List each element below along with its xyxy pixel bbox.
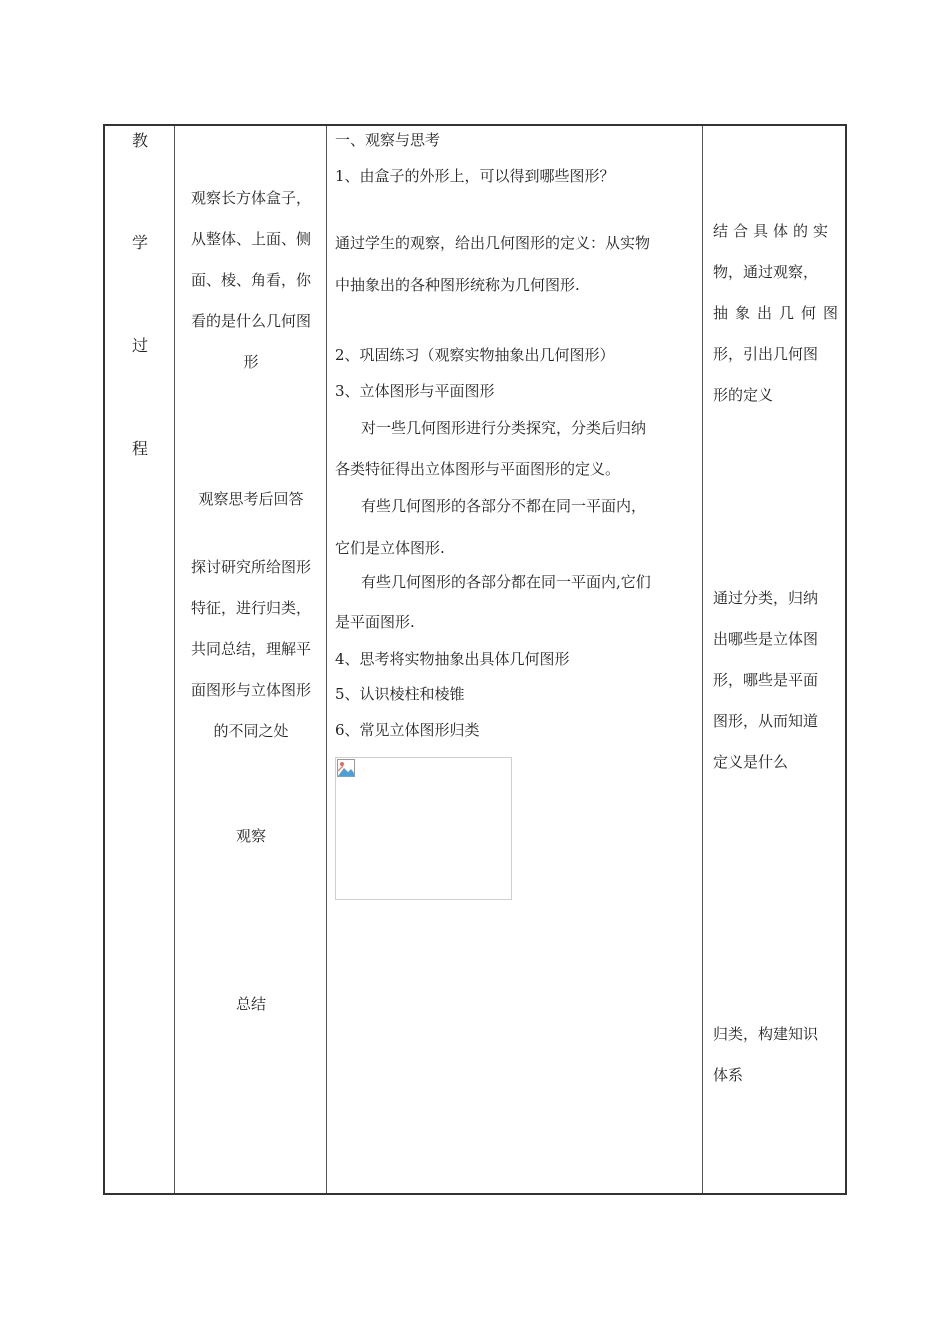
question-4: 4、思考将实物抽象出具体几何图形 — [335, 650, 570, 668]
stage-column — [105, 126, 175, 1193]
broken-image-icon — [337, 759, 355, 777]
teaching-content-column — [327, 126, 703, 1193]
student-activity-column — [175, 126, 327, 1193]
paragraph-1-line-1: 对一些几何图形进行分类探究，分类后归纳 — [361, 419, 647, 437]
observe-text: 观察 — [235, 827, 266, 845]
intent-a: 结合具体的实 物，通过观察， 抽象出几何图 形，引出几何图 形的定义 — [713, 222, 846, 404]
broken-image-placeholder — [335, 757, 512, 900]
question-6: 6、常见立体图形归类 — [335, 721, 480, 739]
question-3: 3、立体图形与平面图形 — [335, 382, 495, 400]
paragraph-3-line-1: 有些几何图形的各部分都在同一平面内,它们 — [361, 573, 651, 591]
design-intent-column — [703, 126, 847, 1193]
paragraph-3-line-2: 是平面图形. — [335, 613, 415, 631]
paragraph-2-line-2: 它们是立体图形. — [335, 539, 445, 557]
intent-c: 归类，构建知识 体系 — [713, 1025, 819, 1084]
stage-char: 程 — [131, 439, 148, 458]
summary-text: 总结 — [235, 995, 266, 1013]
stage-char: 学 — [131, 233, 148, 252]
answer-text: 观察思考后回答 — [198, 490, 304, 508]
stage-char: 过 — [131, 336, 148, 355]
stage-char: 教 — [131, 131, 148, 150]
question-5: 5、认识棱柱和棱锥 — [335, 685, 465, 703]
observe-box-text: 观察长方体盒子， 从整体、上面、侧 面、棱、角看，你 看的是什么几何图 形 — [190, 189, 311, 371]
definition-line-1: 通过学生的观察，给出几何图形的定义：从实物 — [335, 234, 651, 252]
question-2: 2、巩固练习（观察实物抽象出几何图形） — [335, 346, 615, 364]
explore-text: 探讨研究所给图形 特征，进行归类， 共同总结，理解平 面图形与立体图形 的不同之处 — [190, 558, 311, 740]
definition-line-2: 中抽象出的各种图形统称为几何图形. — [335, 276, 580, 294]
intent-b: 通过分类，归纳 出哪些是立体图 形，哪些是平面 图形，从而知道 定义是什么 — [713, 589, 819, 771]
paragraph-2-line-1: 有些几何图形的各部分不都在同一平面内， — [361, 497, 647, 515]
paragraph-1-line-2: 各类特征得出立体图形与平面图形的定义。 — [335, 460, 621, 478]
question-1: 1、由盒子的外形上，可以得到哪些图形？ — [335, 167, 615, 185]
lesson-table — [103, 124, 847, 1195]
section-heading: 一、观察与思考 — [335, 131, 441, 149]
